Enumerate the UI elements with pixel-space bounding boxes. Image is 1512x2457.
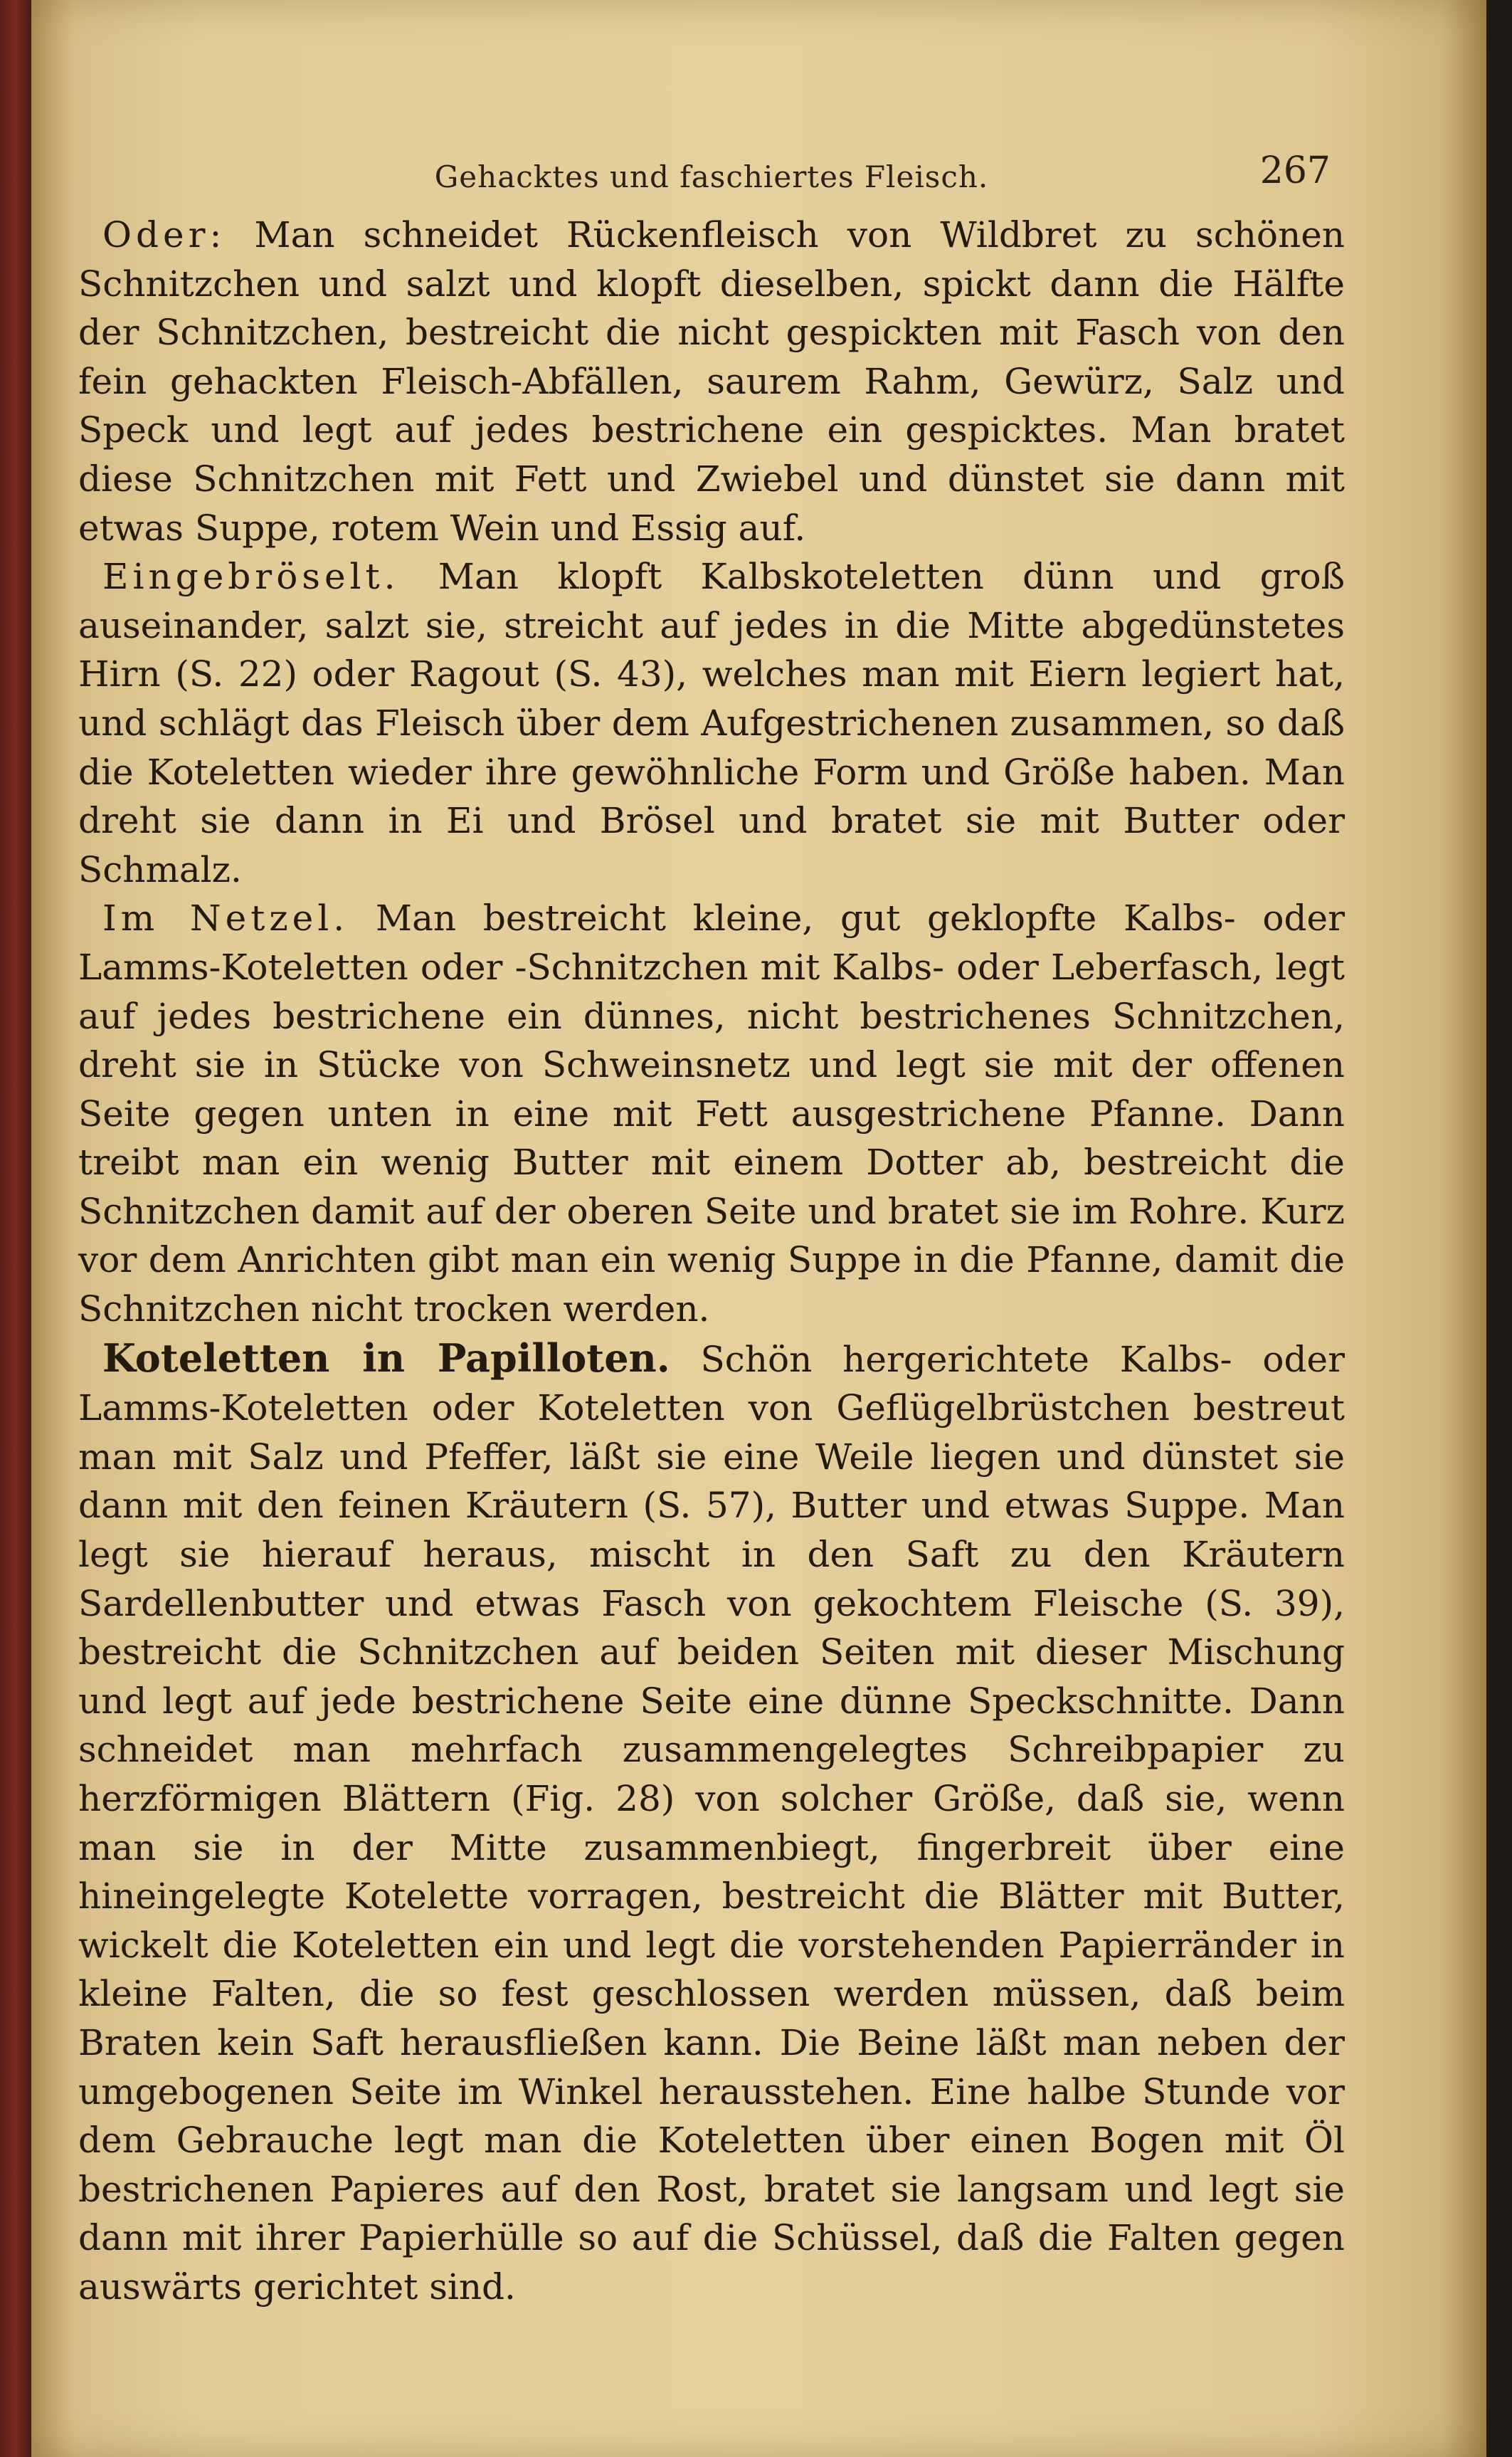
paragraph-text: Man bestreicht kleine, gut geklopfte Kalbs- oder Lamms-Koteletten oder -Schnitzchen mit Kalbs- oder Leberfasch, legt auf jedes bestrichene ein dünnes, nicht bestrichenes Schnitzchen, dreht sie in Stücke von Schweinsnetz und legt sie mit der offenen Seite gegen unten in eine mit Fett ausgestrichene Pfanne. Dann treibt man ein wenig Butter mit einem Dotter ab, bestreicht die Schnitzchen damit auf der oberen Seite und bratet sie im Rohre. Kurz vor dem Anrichten gibt man ein wenig Suppe in die Pfanne, damit die Schnitzchen nicht trocken werden. xyxy=(78,898,1345,1330)
paragraph-im-netzel xyxy=(78,894,1345,1333)
paragraph-text: Man klopft Kalbskoteletten dünn und groß auseinander, salzt sie, streicht auf jedes in die Mitte abgedünstetes Hirn (S. 22) oder Ragout (S. 43), welches man mit Eiern legiert hat, und schlägt das Fleisch über dem Aufgestrichenen zusammen, so daß die Koteletten wieder ihre gewöhnliche Form und Größe haben. Man dreht sie dann in Ei und Brösel und bratet sie mit Butter oder Schmalz. xyxy=(78,556,1345,890)
section-heading: Koteletten in Papilloten. xyxy=(102,1335,670,1381)
page-sheet xyxy=(31,0,1486,2457)
paragraph-text: Schön hergerichtete Kalbs- oder Lamms-Koteletten oder Koteletten von Geflügelbrüstchen bestreut man mit Salz und Pfeffer, läßt sie eine Weile liegen und dünstet sie dann mit den feinen Kräutern (S. 57), Butter und etwas Suppe. Man legt sie hierauf heraus, mischt in den Saft zu den Kräutern Sardellenbutter und etwas Fasch von gekochtem Fleische (S. 39), bestreicht die Schnitzchen auf beiden Seiten mit dieser Mischung und legt auf jede bestrichene Seite eine dünne Speckschnitte. Dann schneidet man mehrfach zusammengelegtes Schreibpapier zu herzförmigen Blättern (Fig. 28) von solcher Größe, daß sie, wenn man sie in der Mitte zusammenbiegt, fingerbreit über eine hineingelegte Kotelette vorragen, bestreicht die Blätter mit Butter, wickelt die Koteletten ein und legt die vorstehenden Papierränder in kleine Falten, die so fest geschlossen werden müssen, daß beim Braten kein Saft herausfließen kann. Die Beine läßt man neben der umgebogenen Seite im Winkel herausstehen. Eine halbe Stunde vor dem Gebrauche legt man die Koteletten über einen Bogen mit Öl bestrichenen Papieres auf den Rost, bratet sie langsam und legt sie dann mit ihrer Papierhülle so auf die Schüssel, daß die Falten gegen auswärts gerichtet sind. xyxy=(78,1338,1345,2308)
page-number: 267 xyxy=(1259,149,1331,192)
running-header xyxy=(78,142,1345,192)
paragraph-eingebroeselt xyxy=(78,552,1345,894)
paragraph-lead: Im Netzel. xyxy=(102,898,349,940)
binding-edge xyxy=(0,0,34,2457)
paragraph-papilloten xyxy=(78,1334,1345,2312)
running-title: Gehacktes und faschiertes Fleisch. xyxy=(434,159,989,194)
paragraph-lead: Eingebröselt. xyxy=(102,556,400,598)
paragraph-text: Man schneidet Rückenfleisch von Wildbret zu schönen Schnitzchen und salzt und klopft dieselben, spickt dann die Hälfte der Schnitzchen, bestreicht die nicht gespickten mit Fasch von den fein gehackten Fleisch-Abfällen, saurem Rahm, Gewürz, Salz und Speck und legt auf jedes bestrichene ein gespicktes. Man bratet diese Schnitzchen mit Fett und Zwiebel und dünstet sie dann mit etwas Suppe, rotem Wein und Essig auf. xyxy=(78,214,1345,549)
page-content xyxy=(78,142,1345,2312)
paragraph-oder xyxy=(78,211,1345,552)
paragraph-lead: Oder: xyxy=(102,214,226,256)
